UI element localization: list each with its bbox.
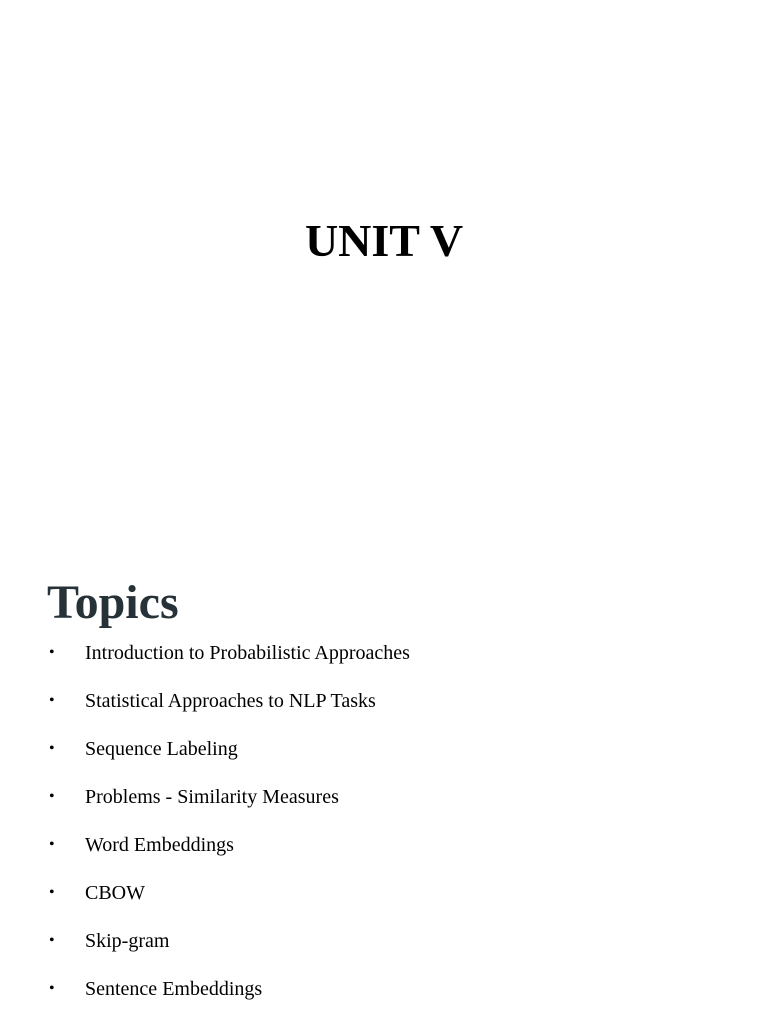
topic-item xyxy=(0,736,768,784)
topics-list xyxy=(0,640,768,1024)
topic-item xyxy=(0,880,768,928)
topic-item xyxy=(0,784,768,832)
bullet-icon: • xyxy=(49,740,55,757)
topic-item xyxy=(0,832,768,880)
topic-item xyxy=(0,688,768,736)
topic-label: Statistical Approaches to NLP Tasks xyxy=(85,690,376,712)
bullet-icon: • xyxy=(49,644,55,661)
bullet-icon: • xyxy=(49,932,55,949)
topic-label: Sentence Embeddings xyxy=(85,978,263,1000)
topic-label: CBOW xyxy=(85,882,145,904)
unit-title: UNIT V xyxy=(304,215,464,266)
topic-label: Introduction to Probabilistic Approaches xyxy=(85,642,410,664)
bullet-icon: • xyxy=(49,980,55,997)
topic-item xyxy=(0,976,768,1024)
topics-heading: Topics xyxy=(47,576,179,629)
topic-item xyxy=(0,640,768,688)
bullet-icon: • xyxy=(49,884,55,901)
bullet-icon: • xyxy=(49,692,55,709)
topic-label: Skip-gram xyxy=(85,930,170,952)
bullet-icon: • xyxy=(49,836,55,853)
bullet-icon: • xyxy=(49,788,55,805)
topic-label: Word Embeddings xyxy=(85,834,234,856)
topic-item xyxy=(0,928,768,976)
topic-label: Sequence Labeling xyxy=(85,738,238,760)
topic-label: Problems - Similarity Measures xyxy=(85,786,339,808)
